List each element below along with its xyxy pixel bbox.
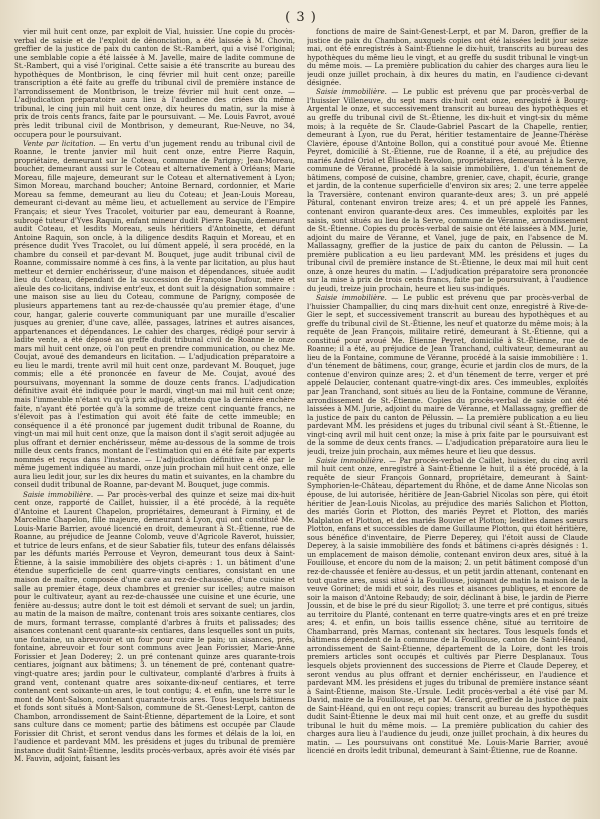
- notice-text: fonctions de maire de Saint-Genest-Lerpt, et par M. Daron, greffier de la justice de paix du Chambon, auxquels copies ont été laissées ledit jour seize mai, ont été enregistrés à Saint-Étienne le dix-huit, transcrits au bureau des hypothèques du même lieu le vingt, et au greffe du susdit tribunal le vingt-un du même mois. — La première publication du cahier des charges aura lieu le jeudi onze juillet prochain, à dix heures du matin, en l'audience ci-devant désignée.: [307, 28, 588, 88]
- notice-heading: Saisie immobilière.: [316, 455, 386, 465]
- notice-text: — Par procès-verbal des quinze et seize mai dix-huit cent onze, rapporté de Caillet, huissier, il a été procédé, à la requête d'Antoine et Laurent Chapelon, propriétaires, demeurant à Firminy, et de Marceline Chapelon, fille majeure, demeurant à Lyon, qui ont constitué Me. Louis-Marie Barrier, avoué licencié en droit, demeurant à St.-Étienne, rue de Roanne, au préjudice de Jeanne Colomb, veuve d'Agricole Raverot, huissier, et tutrice de leurs enfans, et de sieur Sabatier fils, tuteur des enfans délaissés par les défunts mariés Perrouse et Veyron, demeurant tous deux à Saint-Étienne, à la saisie immobilière des objets ci-après : 1. un bâtiment d'une étendue superficielle de cent quarre-vingts centiares, consistant en une maison de maître, composée d'une cave au rez-de-chaussée, d'une cuisine et salle au premier étage, deux chambres et grenier sur icelles; autre maison pour le cultivateur, ayant au rez-de-chaussée une cuisine et une écurie, une fenière au-dessus; autre dont le toit est démoli et servant de suel; un jardin, au matin de la maison de maître, contenant trois ares soixante centiares, clos de murs, formant terrasse, complanté d'arbres à fruits et palissades; des aisances contenant cent quarante-six centiares, dans lesquelles sont un puits, une fontaine, un abreuvoir et un four pour cuire le pain; un aisances, prés, fontaine, abreuvoir et four sont communs avec Jean Forissier, Marie-Anne Forissier et Jean Doderey; 2. un pré contenant quinze ares quarante-trois centiares, joignant aux bâtimens; 3. un ténement de pré, contenant quatre-vingt-quatre ares; jardin pour le cultivateur, complanté d'arbres à fruits à grand vent, contenant quatre ares soixante-dix-neuf centiares, et terre contenant cent soixante-un ares, le tout contigu; 4. et enfin, une terre sur le mont de Mont-Salson, contenant quarante-trois ares. Tous lesquels bâtimens et fonds sont situés à Mont-Salson, commune de St.-Genest-Lerpt, canton de Chambon, arrondissement de Saint-Étienne, département de la Loire, et sont sans culture dans ce moment; partie des bâtimens est occupée par Claude Forissier dit Christ, et seront vendus dans les formes et délais de la loi, en l'audience et pardevant MM. les présidens et juges du tribunal de première instance dudit Saint-Étienne, lesdits procès-verbaux, après avoir été visés par M. Fauvin, adjoint, faisant les: [14, 489, 295, 764]
- notice-paragraph: [14, 28, 295, 139]
- notice-text: — Le public est prévenu que par procès-verbal de l'huissier Villeneuve, du sept mars dix-huit cent onze, enregistré à Bourg-Argental le onze, et successivement transcrit au bureau des hypothèques et au greffe du tribunal civil de St.-Étienne, les dix-huit et vingt-six du même mois; à la requête de Sr. Claude-Gabriel Pascart de la Chapelle, rentier, demeurant à Lyon, rue du Perat, héritier testamentaire de Jeanne-Thérèse Clavière, épouse d'Antoine Bollon, qui a constitué pour avoué Me. Étienne Peyret, domicilié à St.-Étienne, rue de Roanne, il a été, au préjudice des mariés André Oriol et Élisabeth Revolon, propriétaires, demeurant à la Serve, commune de Véranne, procédé à la saisie immobilière, 1. d'un ténement de bâtimens, composé de cuisine, chambre, grenier, cave, chapit, écurie, grange et jardin, de la contenue superficielle d'environ six ares; 2. une terre appelée la Traversière, contenant environ quarante-deux ares; 3. un pré appelé Pâtural, contenant environ treize ares; 4. et un pré appelé les Fannes, contenant environ quarante-deux ares. Ces immeubles, exploités par les saisis, sont situés au lieu de la Serve, commune de Véranne, arrondissement de St.-Étienne. Copies du procès-verbal de saisie ont été laissées à MM. Jurie, adjoint du maire de Véranne, et Vanel, juge de paix, en l'absence de M. Mallassagny, greffier de la justice de paix du canton de Pélussin. — La première publication a eu lieu pardevant MM. les présidens et juges du tribunal civil de première instance de St.-Étienne, le deux mai mil huit cent onze, à onze heures du matin. — L'adjudication préparatoire sera prononcée sur la mise à prix de trois cents francs, faite par le poursuivant, à l'audience du jeudi, treize juin prochain, heure et lieu sus-indiqués.: [307, 87, 588, 293]
- notice-text: vier mil huit cent onze, par exploit de Vial, huissier. Une copie du procès-verbal de saisie et de l'exploit de dénonciation, a été laissée à M. Chovin, greffier de la justice de paix du canton de St.-Rambert, qui a visé l'original; une semblable copie a été laissée à M. Javelle, maire de ladite commune de St.-Rambert, qui a visé l'original. Cette saisie a été transcrite au bureau des hypothèques de Montbrison, le cinq février mil huit cent onze; pareille transcription a été faite au greffe du tribunal civil de première instance de l'arrondissement de Montbrison, le treize février mil huit cent onze. — L'adjudication préparatoire aura lieu à l'audience des criées du même tribunal, le cinq juin mil huit cent onze, dix heures du matin, sur la mise à prix de trois cents francs, faite par le poursuivant. — Me. Louis Favrot, avoué près ledit tribunal civil de Montbrison, y demeurant, Rue-Neuve, no 34, occupera pour le poursuivant.: [14, 28, 295, 139]
- notice-paragraph: [14, 140, 295, 490]
- right-column: [307, 28, 588, 818]
- notice-paragraph: [14, 491, 295, 765]
- notice-paragraph: [307, 88, 588, 293]
- notice-paragraph: [307, 294, 588, 456]
- notice-heading: Saisie immobilière.: [316, 292, 387, 302]
- text-columns: [14, 28, 588, 818]
- notice-heading: Saisie immobilière.: [23, 489, 94, 499]
- notice-text: — En vertu d'un jugement rendu au tribunal civil de Roanne, le trente janvier mil huit cent onze, entre Pierre Raquin, propriétaire, demeurant sur le Coteau, commune de Parigny; Jean-Moreau, boucher, demeurant aussi sur le Coteau et alternativement à Orléans; Marie Moreau, fille majeure, demeurant sur le Coteau et alternativement à Lyon; Simon Moreau, marchand boucher; Antoine Bernard, cordonnier, et Marie Moreau sa femme, demeurant au lieu du Coteau; et Jean-Louis Moreau, demeurant ci-devant au même lieu, et actuellement au service de l'Empire Français; et sieur Yves Tracolet, voiturier par eau, demeurant à Roanne, subrogé tuteur d'Yves Raquin, enfant mineur dudit Pierre Raquin, demeurant audit Coteau, et lesdits Moreau, seuls héritiers d'Antoinette, et défunt Antoine Raquin, son oncle, à la diligence desdits Raquin et Moreau, et en présence dudit Yves Tracolet, ou lui dûment appelé, il sera procédé, en la chambre du conseil et par-devant M. Bouquet, juge audit tribunal civil de Roanne, commissaire nommé à ces fins, à la vente par licitation, au plus haut metteur et dernier enchérisseur, d'une maison et dépendances, située audit lieu du Coteau, dépendant de la succession de Françoise Dufour, mère et aïeule des co-licitans, indivise entr'eux, et dont suit la désignation sommaire : une maison sise au lieu du Coteau, commune de Parigny, composée de plusieurs appartemens tant au rez-de-chaussée qu'au premier étage, d'une cour, hangar, galerie couverte communiquant par une muraille d'escalier jusques au grenier, d'une cave, allée, passages, latrines et autres aisances, appartenances et dépendances. Le cahier des charges, rédigé pour servir à ladite vente, a été déposé au greffe dudit tribunal civil de Roanne le onze mars mil huit cent onze, où l'on peut en prendre communication, ou chez Me. Coujat, avoué des demandeurs en licitation. — L'adjudication préparatoire a eu lieu le mardi, trente avril mil huit cent onze, pardevant M. Bouquet, juge commis; elle a été prononcée en faveur de Me. Coujat, avoué des poursuivans, moyennant la somme de douze cents francs. L'adjudication définitive avait été indiquée pour le mardi, vingt-un mai mil huit cent onze; mais l'immeuble n'étant vu qu'à prix adjugé, attendu que la dernière enchère faite, n'ayant été portée qu'à la somme de treize cent cinquante francs, ne s'élevoit pas à l'estimation qui avoit été faite de cette immeuble; en conséquence il a été prononcé par jugement dudit tribunal de Roanne, du vingt-un mai mil huit cent onze, que la maison dont il s'agit seroit adjugée au plus offrant et dernier enchérisseur, même au-dessous de la somme de trois mille deux cents francs, montant de l'estimation qui en a été faite par experts nommés et reçus dans l'instance. — L'adjudication définitive a été par le même jugement indiquée au mardi, onze juin prochain mil huit cent onze, elle aura lieu ledit jour, sur les dix heures du matin et suivantes, en la chambre du conseil dudit tribunal de Roanne, par-devant M. Bouquet, juge commis.: [14, 138, 295, 490]
- page-number: ( 3 ): [285, 10, 317, 25]
- left-column: [14, 28, 295, 818]
- notice-text: — Par procès-verbal de Caillet, huissier, du cinq avril mil huit cent onze, enregistré à Saint-Étienne le huit, il a été procédé, à la requête de sieur François Gonnard, propriétaire, demeurant à Saint-Symphorien-le-Château, département du Rhône, et de dame Anne Nicolas son épouse, de lui autorisée, héritière de Jean-Gabriel Nicolas son père, qui étoit héritier de Jean-Louis Nicolas, au préjudice des mariés Salichon et Plotton, des mariés Gorin et Plotton, des mariés Peyret et Plotton, des mariés Malplaton et Plotton, et des mariés Bouvier et Plotton; lesdites dames sœurs Plotton, enfans et successibles de dame Guillaume Plotton, qui étoit héritière, sous bénéfice d'inventaire, de Pierre Deperey, qui l'étoit aussi de Claude Deperey, à la saisie immobilière des fonds et bâtimens ci-après désignés : 1. un emplacement de maison démolie, contenant environ deux ares, situé à la Fouillouse, et encore du nom de la maison; 2. un petit bâtiment composé d'un rez-de-chaussée et fenière au-dessus, et un petit jardin attenant, contenant en tout quatre ares, aussi situé à la Fouillouse, joignant de matin la maison de la veuve Gorinet; de midi et soir, des rues et aisances publiques, et encore de soir la maison d'Antoine Rebaudy; de soir, déclinant à bise, le jardin de Pierre Joussin, et de bise le pré du sieur Rigollot; 3. une terre et pré contigus, situés au territoire du Planté, contenant en terre quatre-vingts ares et en pré treize ares; 4. et enfin, un bois taillis essence chêne, situé au territoire de Chambarrand, près Marnas, contenant six hectares. Tous lesquels fonds et bâtimens dépendent de la commune de la Fouillouse, canton de Saint-Héand, arrondissement de Saint-Étienne, département de la Loire, dont les trois premiers articles sont occupés et cultivés par Pierre Desplanaux. Tous lesquels objets proviennent des successions de Pierre et Claude Deperey, et seront vendus au plus offrant et dernier enchérisseur, en l'audience et pardevant MM. les présidens et juges du tribunal de première instance séant à Saint-Étienne, maison Ste.-Ursule. Ledit procès-verbal a été visé par M. David, maire de la Fouillouse, et par M. Gérard, greffier de la justice de paix de Saint-Héand, qui en ont reçu copies; transcrit au bureau des hypothèques dudit Saint-Étienne le deux mai mil huit cent onze, et au greffe du susdit tribunal le huit du même mois. — La première publication du cahier des charges aura lieu à l'audience du jeudi, onze juillet prochain, à dix heures du matin. — Les poursuivans ont constitué Me. Louis-Marie Barrier, avoué licencié en droits ledit tribunal, demeurant à Saint-Étienne, rue de Roanne.: [307, 455, 588, 756]
- notice-paragraph: [307, 457, 588, 756]
- notice-paragraph: [307, 28, 588, 88]
- notice-heading: Vente par licitation.: [23, 138, 96, 148]
- notice-heading: Saisie immobilière.: [316, 87, 387, 97]
- notice-text: — Le public est prévenu que par procès-verbal de l'huissier Champallier, du cinq mars dix-huit cent onze, enregistré à Rive-de-Gier le sept, et successivement transcrit au bureau des hypothèques et au greffe du tribunal civil de St.-Étienne, les neuf et quatorze du même mois; à la requête de Jean François, militaire retiré, demeurant à St.-Étienne, qui a constitué pour avoué Me. Étienne Peyret, domicilié à St.-Étienne, rue de Roanne; il a été, au préjudice de Jean Tranchand, cultivateur, demeurant au lieu de la Fontaine, commune de Véranne, procédé à la saisie immobilière : 1. d'un ténement de bâtimens, cour, grange, écurie et jardin clos de murs, de la contenue d'environ quinze ares; 2. et d'un ténement de terre, verger et pré appelé Delaucier, contenant quatre-vingt-dix ares. Ces immeubles, exploités par Jean Tranchand, sont situés au lieu de la Fontaine, commune de Véranne, arrondissement de St.-Étienne. Copies du procès-verbal de saisie ont été laissées à MM. Jurie, adjoint du maire de Véranne, et Mallassagny, greffier de la justice de paix du canton de Pélussin. — La première publication a eu lieu pardevant MM. les présidens et juges du tribunal civil séant à St.-Étienne, le vingt-cinq avril mil huit cent onze; la mise à prix faite par le poursuivant est de la somme de deux cents francs. — L'adjudication préparatoire aura lieu le jeudi, treize juin prochain, aux mêmes heure et lieu que dessus.: [307, 292, 588, 456]
